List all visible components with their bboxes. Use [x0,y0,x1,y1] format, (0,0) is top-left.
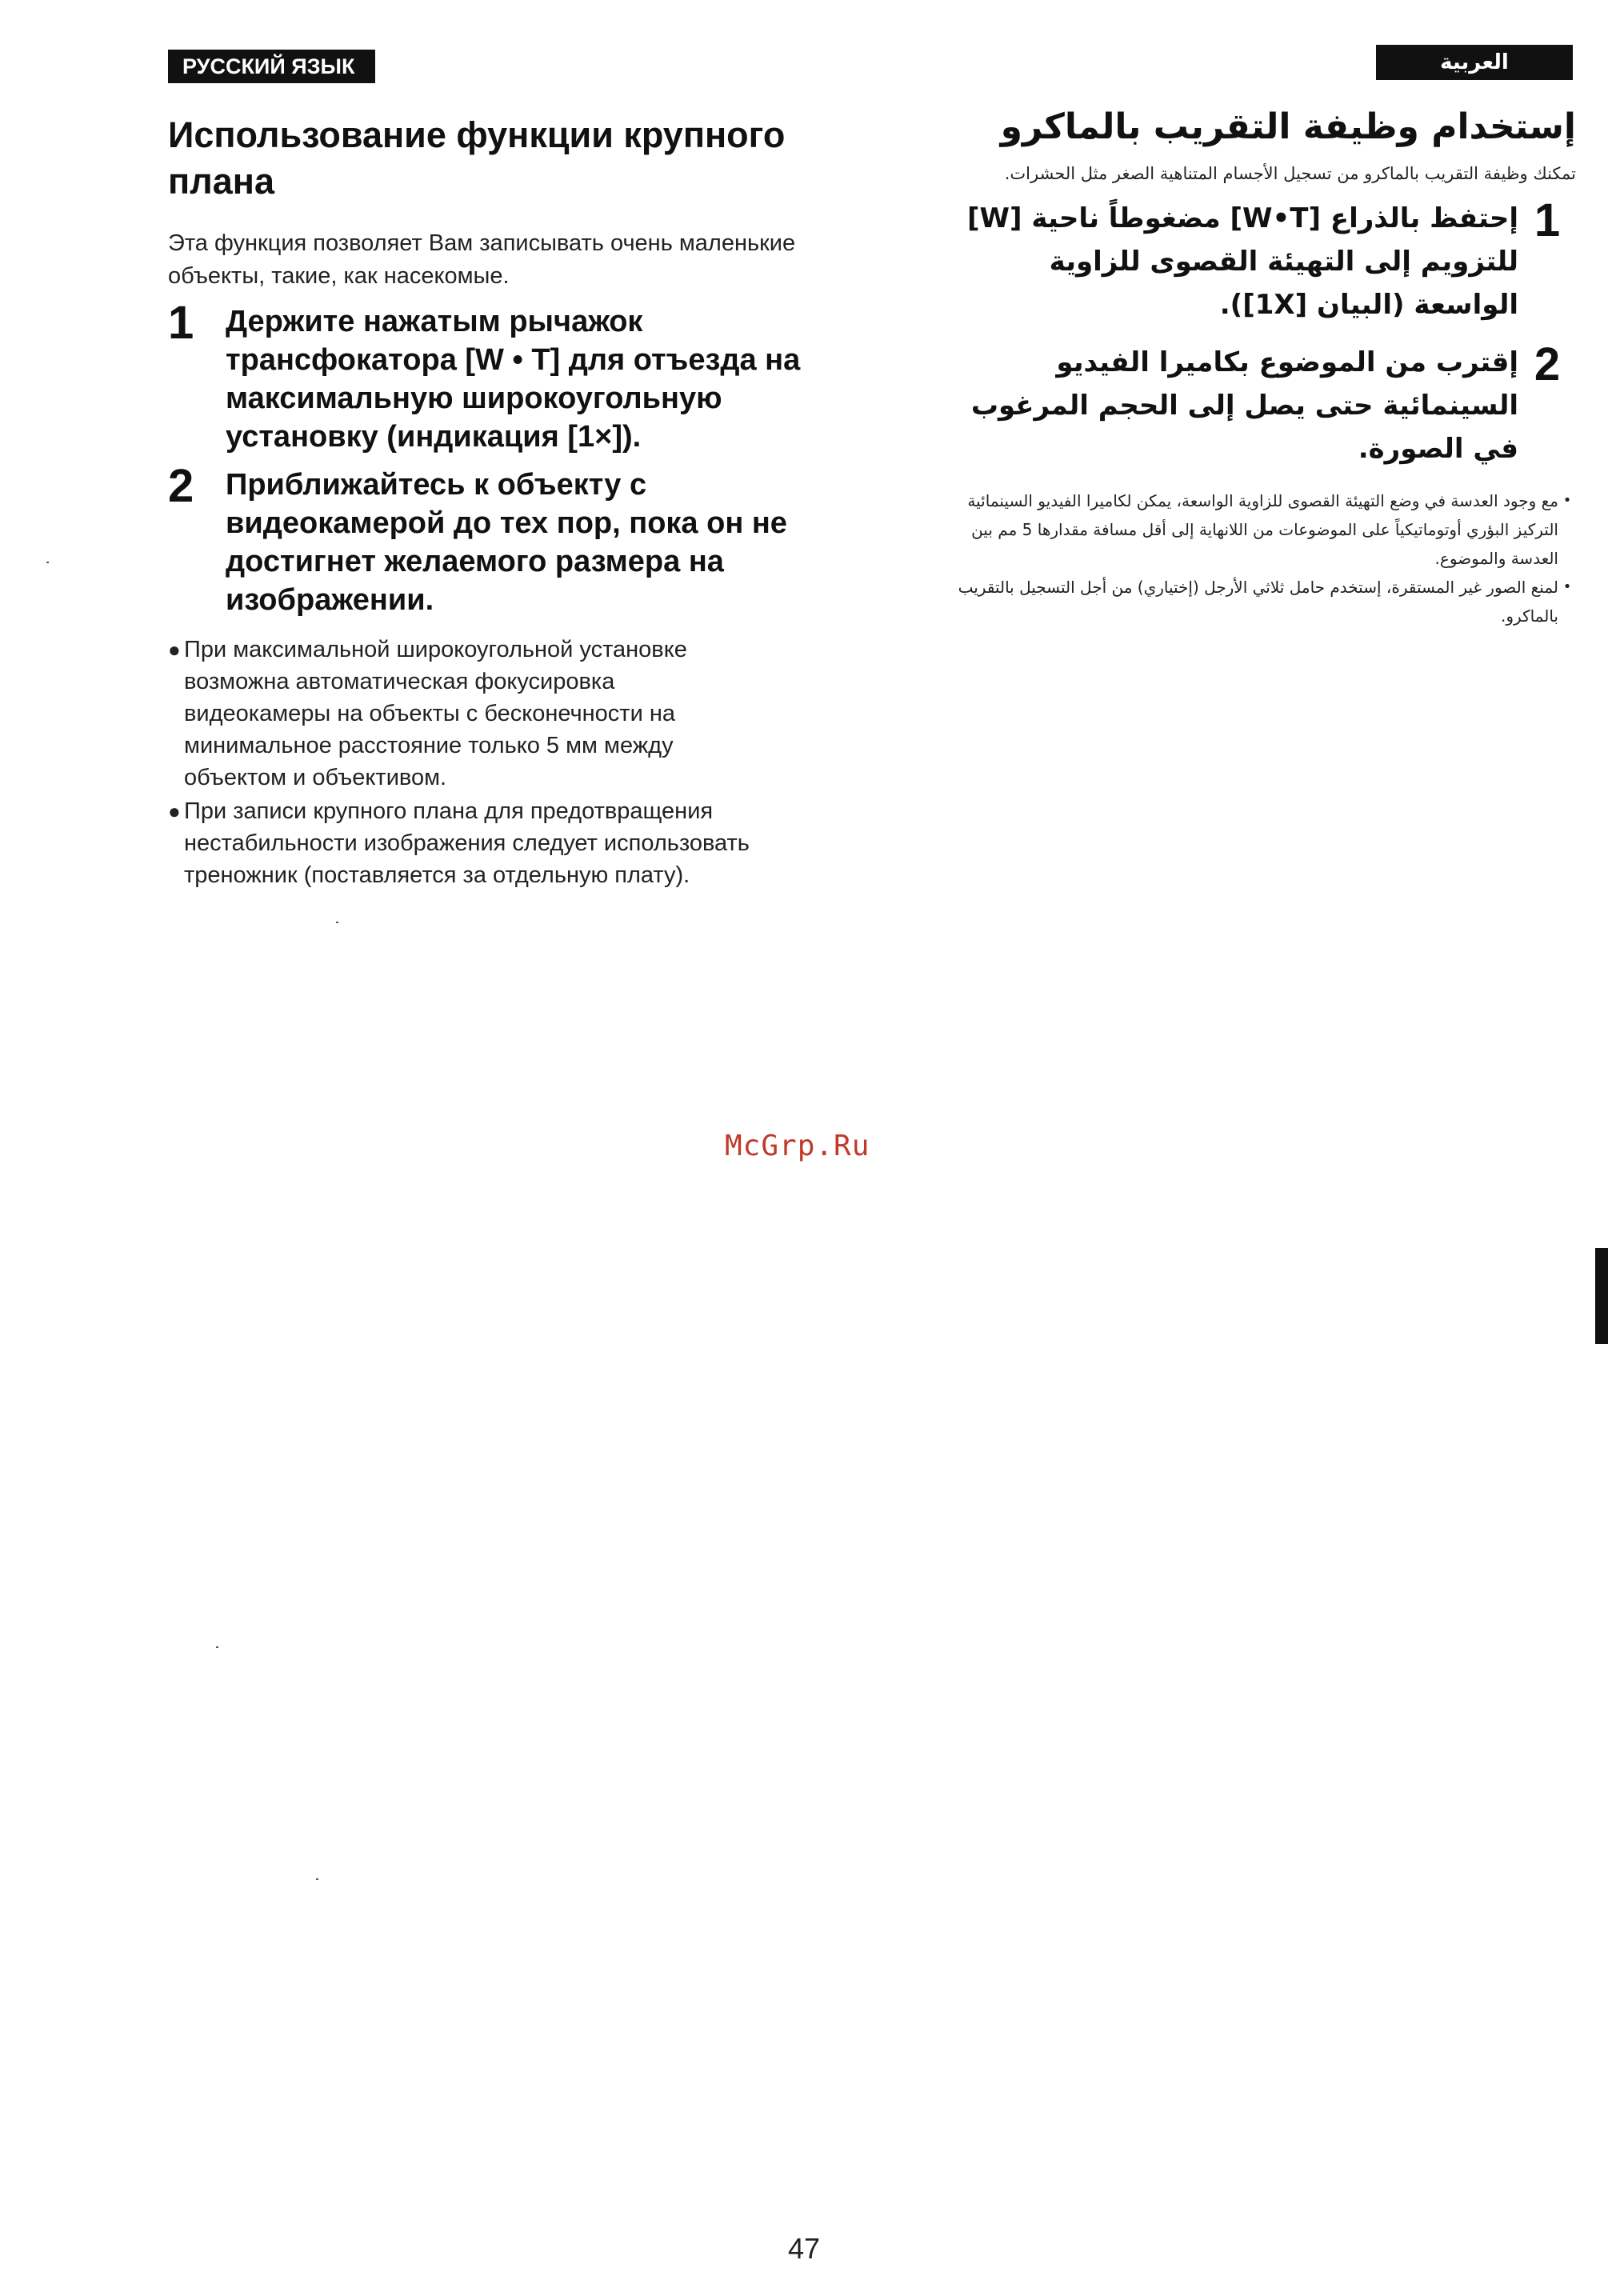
bullet-icon: ● [168,638,181,662]
step-1-russian [168,297,832,456]
section-thumb-tab [1595,1248,1608,1344]
note-item [168,634,832,794]
step-1-arabic [944,194,1576,326]
step-2-arabic [944,338,1576,470]
notes-russian [168,634,832,891]
bullet-icon: • [1562,578,1572,595]
watermark-text: McGrp.Ru [725,1130,870,1162]
section-title-russian: Использование функции крупного плана [168,114,786,202]
step-number: 2 [1534,338,1561,390]
intro-text-russian: Эта функция позволяет Вам записывать очень маленькие объекты, такие, как насекомые. [168,230,796,289]
note-text: مع وجود العدسة في وضع التهيئة القصوى للزاوية الواسعة، يمكن لكاميرا الفيديو السينمائية التركيز البؤري أوتوماتيكياً على الموضوعات من اللانهاية إلى أقل مسافة مقدارها 5 مم بين العدسة والموضوع. [967,491,1558,568]
intro-text-arabic: تمكنك وظيفة التقريب بالماكرو من تسجيل الأجسام المتناهية الصغر مثل الحشرات. [1004,164,1576,183]
note-text: При максимальной широкоугольной установке возможна автоматическая фокусировка видеокамеры на объекты с бесконечности на минимальное расстояние только 5 мм между объектом и объективом. [184,637,687,790]
russian-column [168,112,832,893]
bullet-icon: ● [168,799,181,823]
language-badge-arabic: العربية [1376,45,1573,80]
step-text: Приближайтесь к объекту с видеокамерой до тех пор, пока он не достигнет желаемого размера на изображении. [226,468,787,617]
step-text: إقترب من الموضوع بكاميرا الفيديو السينمائية حتى يصل إلى الحجم المرغوب في الصورة. [970,346,1518,465]
scan-speck [216,1646,218,1648]
note-item [944,486,1576,573]
page-number: 47 [787,2232,821,2265]
step-number: 1 [168,297,194,349]
notes-arabic [944,486,1576,630]
note-text: لمنع الصور غير المستقرة، إستخدم حامل ثلاثي الأرجل (إختياري) من أجل التسجيل بالتقريب بالماكرو. [958,578,1558,626]
note-item [944,573,1576,630]
bullet-icon: • [1562,492,1572,509]
step-text: Держите нажатым рычажок трансфокатора [W • T] для отъезда на максимальную широкоугольную установку (индикация [1×]). [226,305,801,454]
note-text: При записи крупного плана для предотвращения нестабильности изображения следует использовать треножник (поставляется за отдельную плату). [184,798,750,888]
section-title-arabic: إستخدام وظيفة التقريب بالماكرو [1000,106,1576,147]
arabic-column [944,102,1576,630]
scan-speck [46,562,49,563]
step-2-russian [168,460,832,619]
scan-speck [336,922,338,923]
step-number: 2 [168,460,194,512]
step-number: 1 [1534,194,1561,246]
step-text: إحتفظ بالذراع [W•T] مضغوطاً ناحية [W] للتزويم إلى التهيئة القصوى للزاوية الواسعة (البيان [1X]). [966,202,1518,321]
note-item [168,795,832,891]
language-badge-russian: РУССКИЙ ЯЗЫК [168,50,375,83]
scan-speck [316,1878,318,1880]
